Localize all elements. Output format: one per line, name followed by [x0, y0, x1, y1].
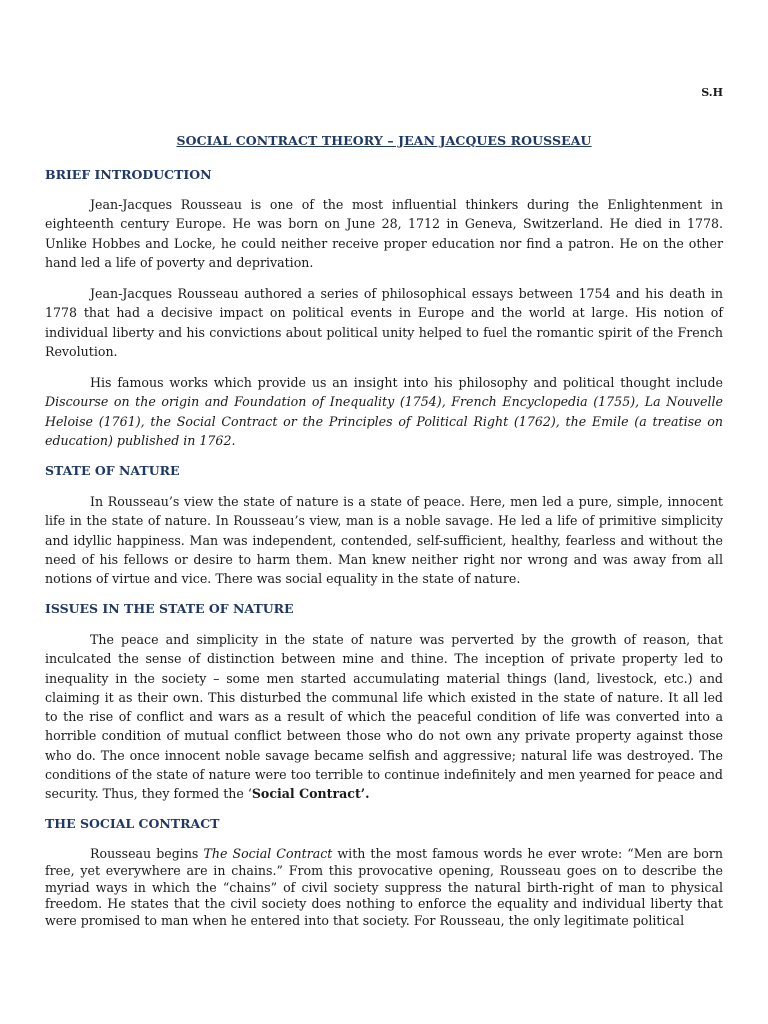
intro-paragraph-1: Jean-Jacques Rousseau is one of the most influential thinkers during the Enlightenment in eighteenth century Europe. He was born on June 28, 1712 in Geneva, Switzerland. He died in 1778. Unlike Hobbes and Locke, he could neither receive proper education nor find a patron. He on the other hand led a life of poverty and deprivation. — [45, 197, 723, 270]
social-contract-paragraph — [45, 846, 723, 930]
state-of-nature-paragraph: In Rousseau’s view the state of nature is a state of peace. Here, men led a pure, simple, innocent life in the state of nature. In Rousseau’s view, man is a noble savage. He led a life of primitive simplicity and idyllic happiness. Man was independent, contended, self-sufficient, healthy, fearless and without the need of his fellows or desire to harm them. Man knew neither right nor wrong and was away from all notions of virtue and vice. There was social equality in the state of nature. — [45, 494, 723, 587]
heading-state-of-nature: STATE OF NATURE — [45, 463, 180, 478]
issues-paragraph — [45, 630, 723, 804]
issues-text: The peace and simplicity in the state of nature was perverted by the growth of reason, that inculcated the sense of distinction between mine and thine. The inception of private property led to inequality in the society – some men started accumulating material things (land, livestock, etc.) and claiming it as their own. This disturbed the communal life which existed in the state of nature. It all led to the rise of conflict and wars as a result of which the peaceful condition of life was converted into a horrible condition of mutual conflict between those who do not own any private property against those who do. The once innocent noble savage became selfish and aggressive; natural life was destroyed. The conditions of the state of nature were too terrible to continue indefinitely and men yearned for peace and security. Thus, they formed the ‘ — [45, 632, 723, 802]
social-contract-term: Social Contract’. — [251, 786, 370, 802]
contract-lead-text: Rousseau begins — [90, 846, 204, 861]
intro-paragraph-works — [45, 373, 723, 450]
document-title: SOCIAL CONTRACT THEORY – JEAN JACQUES ROUSSEAU — [176, 133, 592, 148]
contract-rest-text: with the most famous words he ever wrote: “Men are born free, yet everywhere are in chains.” From this provocative opening, Rousseau goes on to describe the myriad ways in which the “chains” of civil society suppress the natural birth-right of man to physical freedom. He states that the civil society does nothing to enforce the equality and individual liberty that were promised to man when he entered into that society. For Rousseau, the only legitimate political — [45, 846, 723, 929]
heading-brief-introduction: BRIEF INTRODUCTION — [45, 167, 212, 182]
heading-issues-state-of-nature: ISSUES IN THE STATE OF NATURE — [45, 601, 294, 616]
heading-social-contract: THE SOCIAL CONTRACT — [45, 816, 220, 831]
works-list: Discourse on the origin and Foundation of Inequality (1754), French Encyclopedia (1755), La Nouvelle Heloise (1761), the Social Contract or the Principles of Political Right (1762), the Emile (a treatise on education) published in 1762. — [45, 394, 723, 448]
author-initials: S.H — [701, 86, 723, 99]
intro-paragraph-2: Jean-Jacques Rousseau authored a series of philosophical essays between 1754 and his death in 1778 that had a decisive impact on political events in Europe and the world at large. His notion of individual liberty and his convictions about political unity helped to fuel the romantic spirit of the French Revolution. — [45, 286, 723, 359]
works-lead-text: His famous works which provide us an insight into his philosophy and political thought include — [90, 375, 723, 390]
contract-book-title: The Social Contract — [203, 846, 333, 861]
